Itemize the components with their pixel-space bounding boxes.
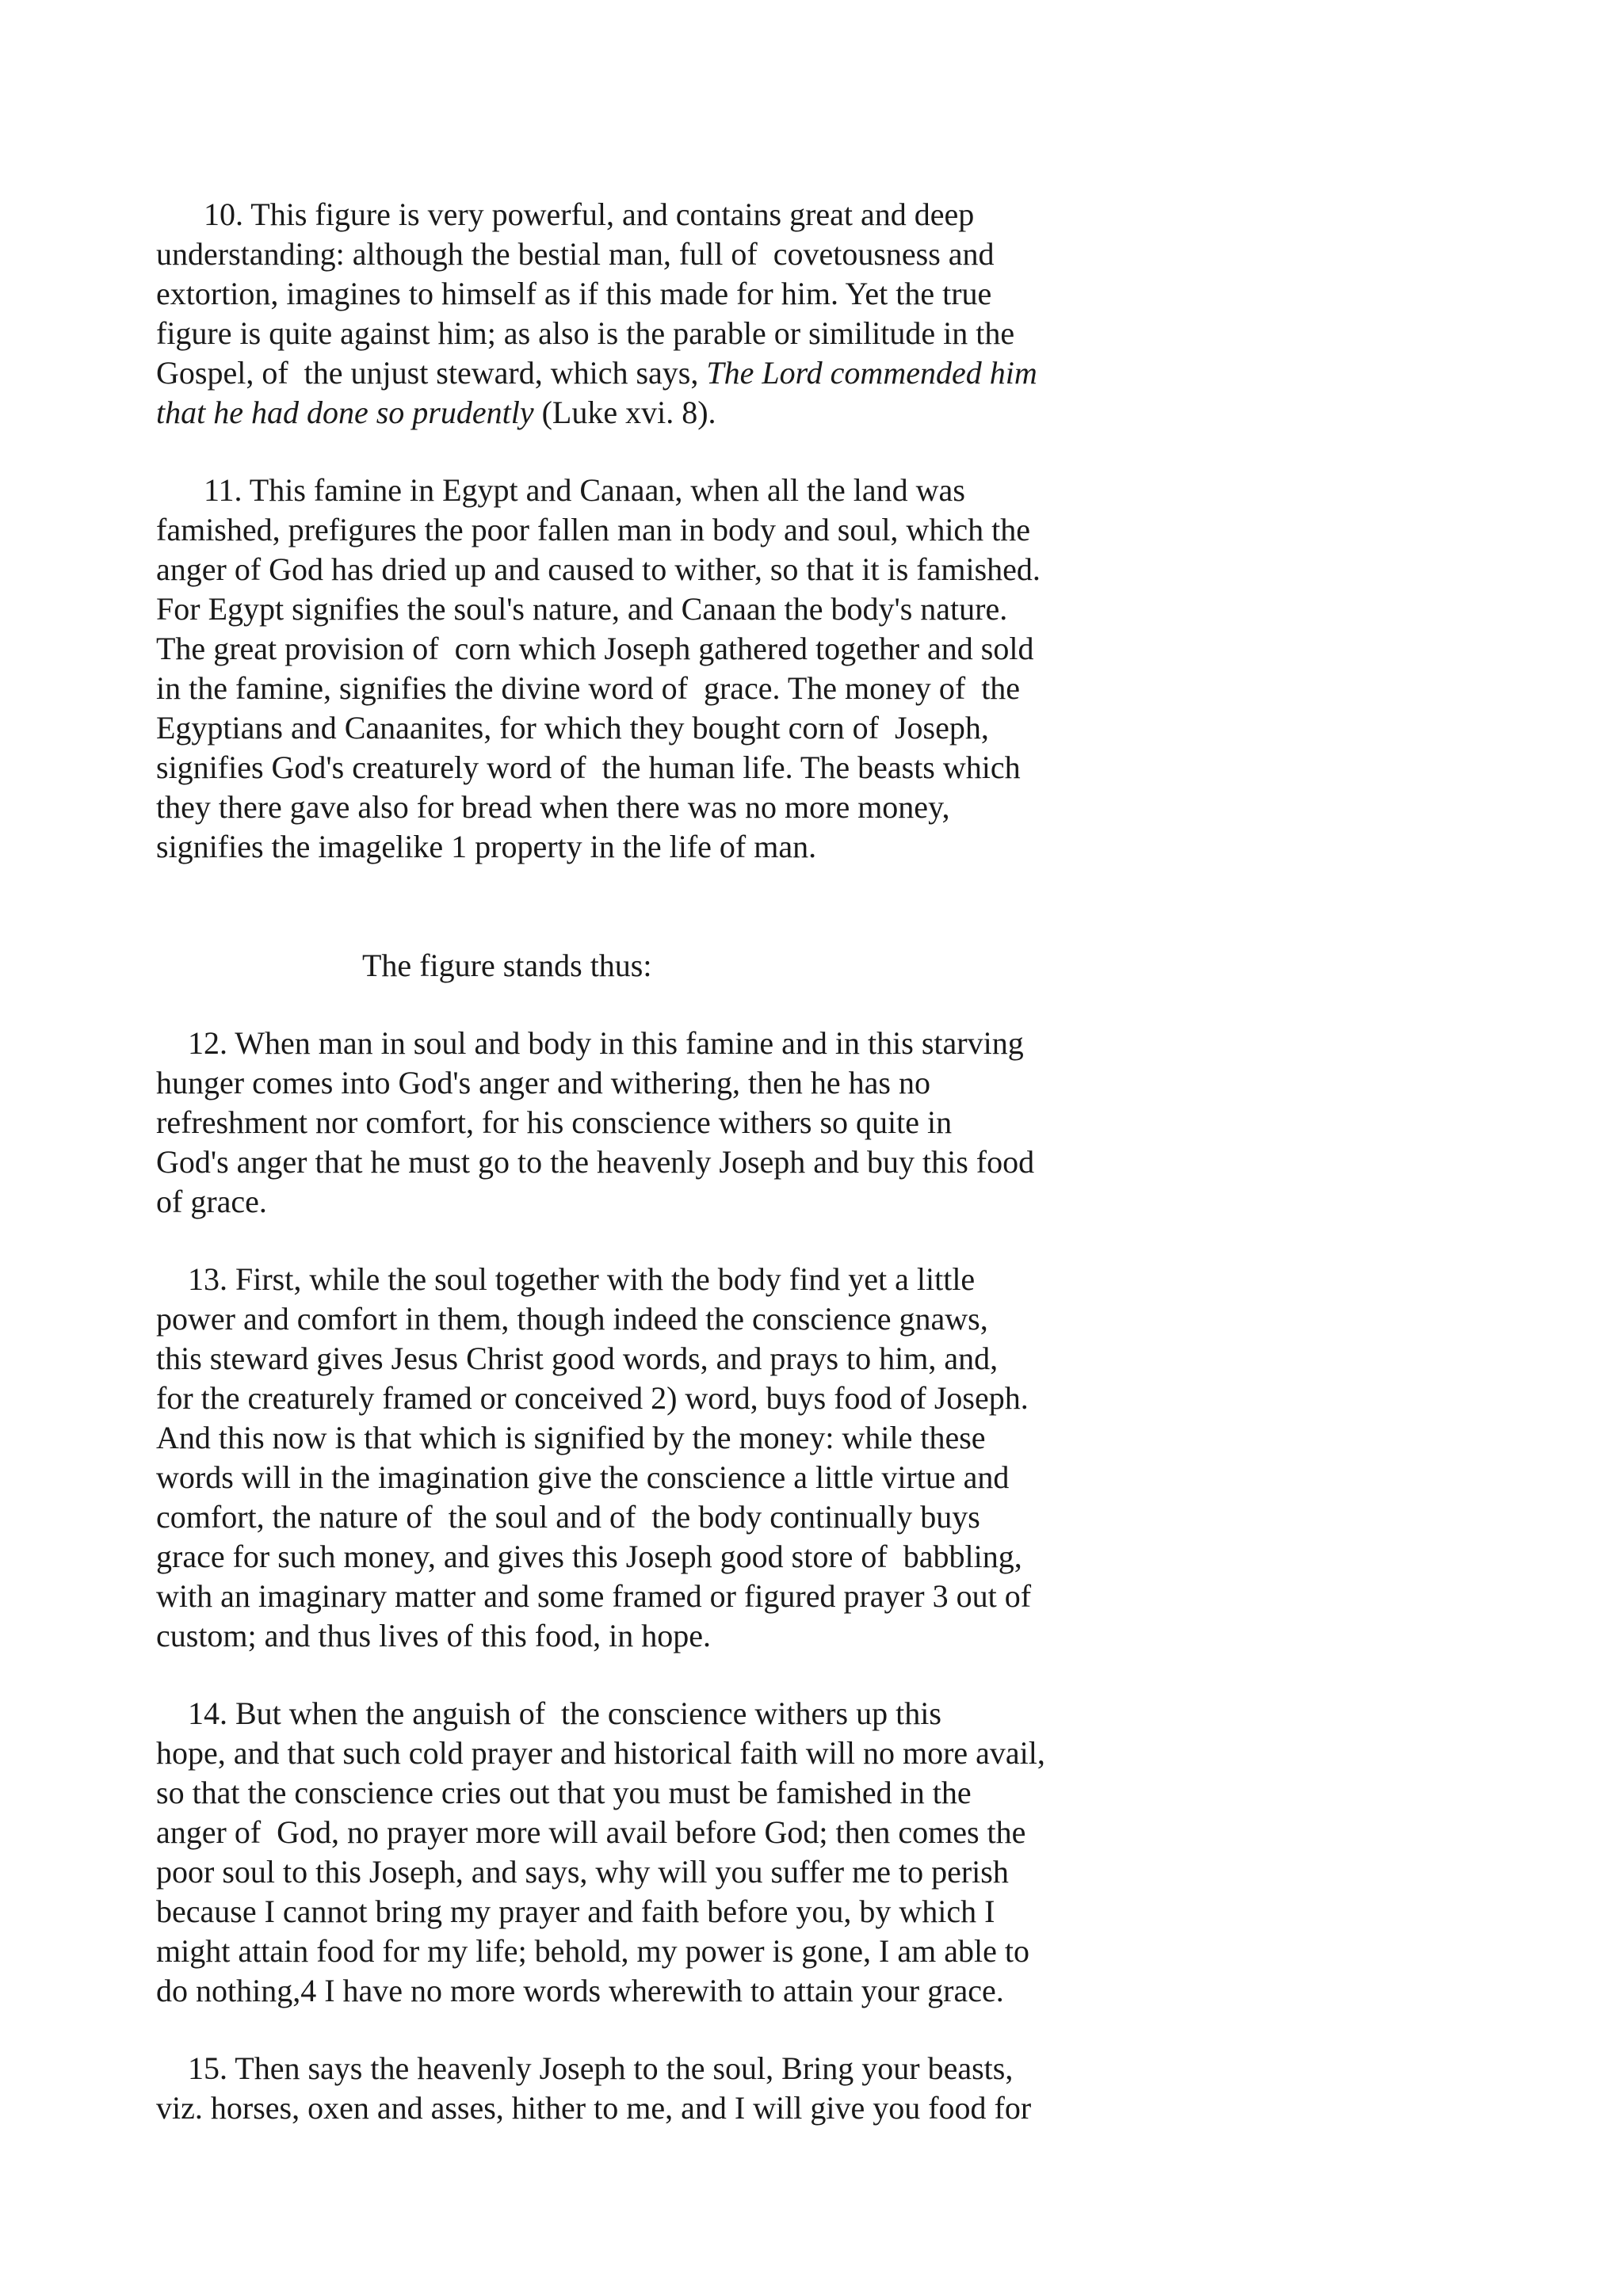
paragraph-gap bbox=[156, 2011, 1107, 2049]
paragraph-10 bbox=[156, 195, 1107, 433]
text-line: figure is quite against him; as also is the parable or similitude in the bbox=[156, 315, 1015, 351]
text-line: power and comfort in them, though indeed the conscience gnaws, bbox=[156, 1301, 988, 1337]
text-line: And this now is that which is signified by the money: while these bbox=[156, 1420, 986, 1455]
paragraph-12 bbox=[156, 1024, 1107, 1222]
text-span: Gospel, of the unjust steward, which says, bbox=[156, 355, 707, 391]
paragraph-11 bbox=[156, 471, 1107, 867]
paragraph-13 bbox=[156, 1260, 1107, 1656]
text-line: signifies the imagelike 1 property in the life of man. bbox=[156, 829, 817, 864]
text-line: words will in the imagination give the conscience a little virtue and bbox=[156, 1459, 1010, 1495]
text-line: do nothing,4 I have no more words wherewith to attain your grace. bbox=[156, 1973, 1004, 2008]
text-line: poor soul to this Joseph, and says, why will you suffer me to perish bbox=[156, 1854, 1009, 1890]
text-line: extortion, imagines to himself as if this made for him. Yet the true bbox=[156, 276, 992, 311]
text-line: Egyptians and Canaanites, for which they bought corn of Joseph, bbox=[156, 710, 989, 746]
text-line: hope, and that such cold prayer and historical faith will no more avail, bbox=[156, 1735, 1045, 1771]
text-line: anger of God has dried up and caused to wither, so that it is famished. bbox=[156, 551, 1041, 587]
text-line: grace for such money, and gives this Joseph good store of babbling, bbox=[156, 1539, 1022, 1574]
text-line: 13. First, while the soul together with the body find yet a little bbox=[156, 1261, 976, 1297]
text-line: might attain food for my life; behold, my power is gone, I am able to bbox=[156, 1933, 1029, 1969]
paragraph-14 bbox=[156, 1694, 1107, 2011]
text-line bbox=[156, 353, 1107, 393]
text-line: so that the conscience cries out that you must be famished in the bbox=[156, 1775, 972, 1810]
paragraph-15 bbox=[156, 2049, 1107, 2128]
text-line: viz. horses, oxen and asses, hither to me, and I will give you food for bbox=[156, 2090, 1032, 2126]
text-line: 11. This famine in Egypt and Canaan, when all the land was bbox=[156, 472, 965, 508]
text-line: For Egypt signifies the soul's nature, and Canaan the body's nature. bbox=[156, 591, 1008, 627]
italic-quote: that he had done so prudently bbox=[156, 395, 534, 430]
text-line: they there gave also for bread when there was no more money, bbox=[156, 789, 950, 825]
text-line: 10. This figure is very powerful, and contains great and deep bbox=[156, 196, 975, 232]
scripture-reference: (Luke xvi. 8). bbox=[533, 395, 716, 430]
paragraph-gap bbox=[156, 986, 1107, 1024]
text-line: famished, prefigures the poor fallen man in body and soul, which the bbox=[156, 512, 1031, 547]
text-line: 14. But when the anguish of the conscience withers up this bbox=[156, 1695, 941, 1731]
paragraph-gap bbox=[156, 1222, 1107, 1260]
text-line: because I cannot bring my prayer and faith before you, by which I bbox=[156, 1894, 995, 1929]
section-heading: The figure stands thus: bbox=[362, 948, 652, 983]
document-page bbox=[156, 195, 1107, 2128]
text-line: comfort, the nature of the soul and of the body continually buys bbox=[156, 1499, 980, 1535]
text-line: this steward gives Jesus Christ good words, and prays to him, and, bbox=[156, 1341, 999, 1376]
text-line: understanding: although the bestial man, full of covetousness and bbox=[156, 236, 995, 272]
text-line: God's anger that he must go to the heavenly Joseph and buy this food bbox=[156, 1144, 1035, 1180]
text-line: anger of God, no prayer more will avail before God; then comes the bbox=[156, 1814, 1026, 1850]
text-line: 12. When man in soul and body in this famine and in this starving bbox=[156, 1025, 1024, 1061]
text-line: refreshment nor comfort, for his conscience withers so quite in bbox=[156, 1104, 953, 1140]
italic-quote: The Lord commended him bbox=[706, 355, 1037, 391]
text-line: custom; and thus lives of this food, in hope. bbox=[156, 1618, 711, 1653]
text-line: signifies God's creaturely word of the human life. The beasts which bbox=[156, 749, 1021, 785]
text-line: of grace. bbox=[156, 1184, 267, 1219]
paragraph-gap bbox=[156, 433, 1107, 471]
text-line bbox=[156, 393, 1107, 433]
paragraph-gap bbox=[156, 1656, 1107, 1694]
text-line: for the creaturely framed or conceived 2) word, buys food of Joseph. bbox=[156, 1380, 1029, 1416]
text-line: 15. Then says the heavenly Joseph to the soul, Bring your beasts, bbox=[156, 2050, 1014, 2086]
paragraph-gap bbox=[156, 867, 1107, 946]
text-line: hunger comes into God's anger and withering, then he has no bbox=[156, 1065, 930, 1100]
text-line: with an imaginary matter and some framed or figured prayer 3 out of bbox=[156, 1578, 1032, 1614]
text-line: The great provision of corn which Joseph gathered together and sold bbox=[156, 631, 1034, 666]
text-line: in the famine, signifies the divine word of grace. The money of the bbox=[156, 670, 1021, 706]
